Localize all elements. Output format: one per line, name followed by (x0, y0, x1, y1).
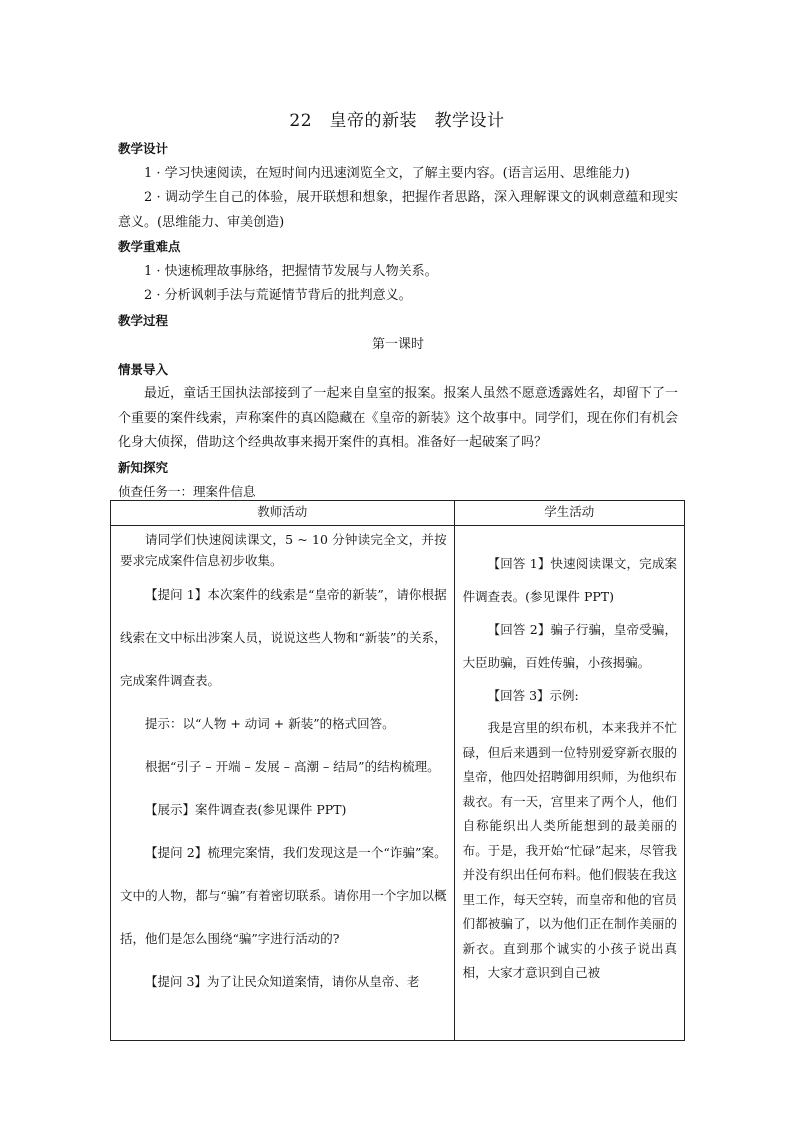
intro-heading: 情景导入 (118, 361, 169, 377)
goal-1: 1 · 学习快速阅读，在短时间内迅速浏览全文，了解主要内容。(语言运用、思维能力) (144, 165, 630, 181)
activity-table (110, 500, 685, 1041)
teacher-activity-header: 教师活动 (111, 501, 455, 526)
teacher-question-1: 【提问 1】本次案件的线索是“皇帝的新装”，请你根据线索在文中标出涉案人员，说说这些人物和“新装”的关系，完成案件调查表。 (120, 587, 447, 688)
teaching-design-heading: 教学设计 (118, 141, 169, 156)
teaching-design-section (118, 137, 678, 505)
student-answer-2: 【回答 2】骗子行骗，皇帝受骗，大臣助骗，百姓传骗，小孩揭骗。 (462, 622, 677, 670)
lesson-label: 第一课时 (371, 337, 424, 352)
intro-text: 最近，童话王国执法部接到了一起来自皇室的报案。报案人虽然不愿意透露姓名，却留下了一个重要的案件线索，声称案件的真凶隐藏在《皇帝的新装》这个故事中。同学们，现在你们有机会化身大侦探，借助这个经典故事来揭开案件的真相。准备好一起破案了吗？ (118, 386, 678, 450)
page-title: 22 皇帝的新装 教学设计 (289, 111, 505, 131)
key-point-1: 1 · 快速梳理故事脉络，把握情节发展与人物关系。 (144, 263, 438, 279)
teacher-display: 【展示】案件调查表(参见课件 PPT) (145, 802, 347, 817)
task-label: 侦查任务一：理案件信息 (118, 484, 256, 499)
key-point-2: 2 · 分析讽刺手法与荒诞情节背后的批判意义。 (144, 288, 412, 303)
student-activity-header: 学生活动 (454, 501, 684, 526)
teacher-hint: 提示：以“人物 + 动词 + 新装”的格式回答。 (145, 716, 395, 731)
student-activity-cell (454, 526, 684, 1041)
teacher-question-2: 【提问 2】梳理完案情，我们发现这是一个“诈骗”案。文中的人物，都与“骗”有着密切联系。请你用一个字加以概括，他们是怎么围绕“骗”字进行活动的? (120, 845, 447, 946)
key-points-heading: 教学重难点 (118, 239, 181, 254)
teacher-question-3: 【提问 3】为了让民众知道案情，请你从皇帝、老 (145, 974, 420, 989)
teacher-activity-cell (111, 526, 455, 1041)
teacher-structure: 根据“引子 – 开端 – 发展 – 高潮 – 结局”的结构梳理。 (145, 759, 440, 774)
student-answer-3: 【回答 3】示例: (487, 688, 579, 703)
student-example: 我是宫里的织布机，本来我并不忙碌，但后来遇到一位特别爱穿新衣服的皇帝，他四处招聘御用织师，为他织布裁衣。有一天，宫里来了两个人，他们自称能织出人类所能想到的最美丽的布。于是，我开始“忙碌”起来，尽管我并没有织出任何布料。他们假装在我这里工作，每天空转，而皇帝和他的官员们都被骗了，以为他们正在制作美丽的新衣。直到那个诚实的小孩子说出真相，大家才意识到自己被 (462, 720, 677, 980)
teacher-para-1: 请同学们快速阅读课文，5 ~ 10 分钟读完全文，并按要求完成案件信息初步收集。 (120, 532, 447, 568)
goal-2: 2 · 调动学生自己的体验，展开联想和想象，把握作者思路，深入理解课文的讽刺意蕴和现实意义。(思维能力、审美创造) (118, 190, 678, 230)
explore-heading: 新知探究 (118, 459, 169, 475)
student-answer-1: 【回答 1】快速阅读课文，完成案件调查表。(参见课件 PPT) (462, 556, 677, 604)
teaching-process-heading: 教学过程 (118, 312, 169, 328)
